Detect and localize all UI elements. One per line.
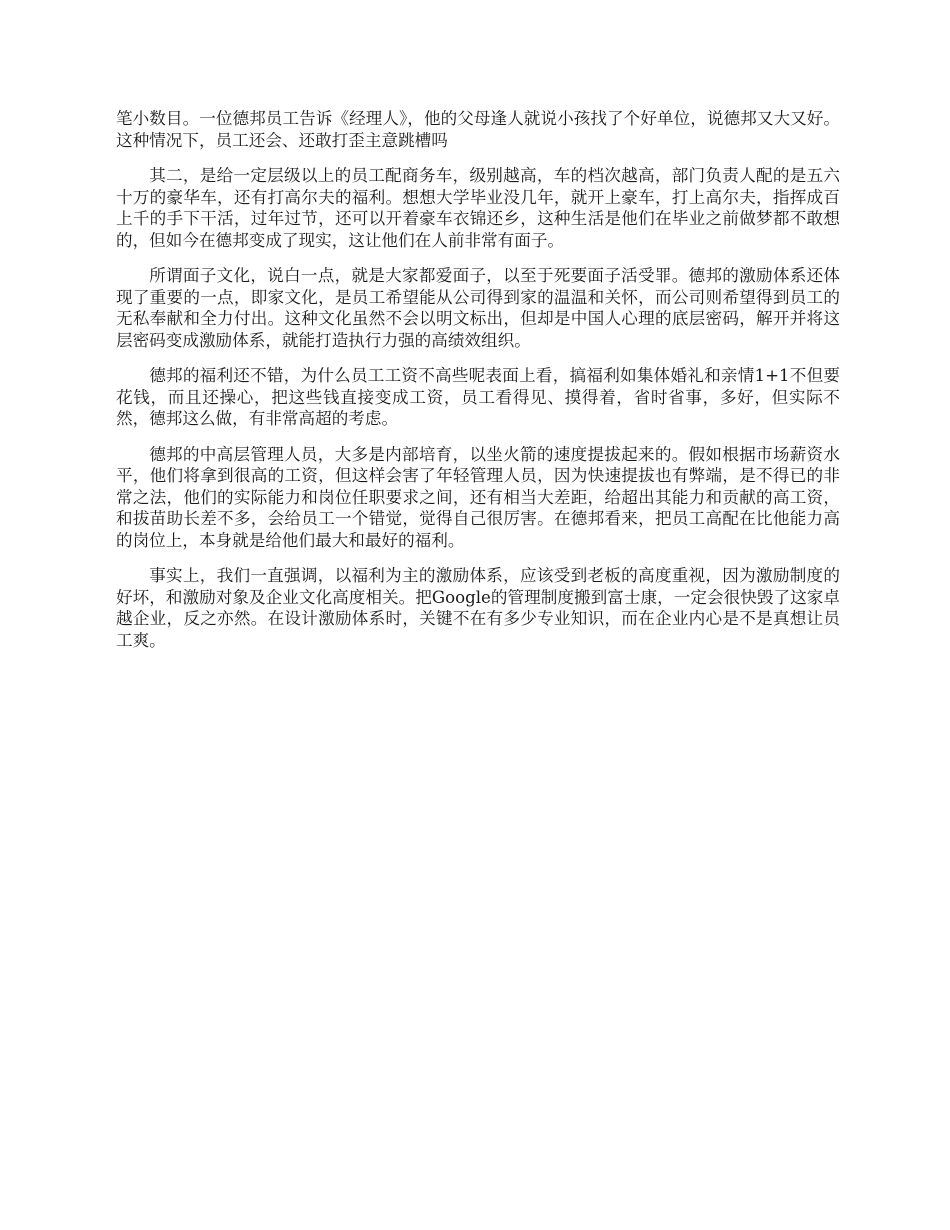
paragraph-continuation: 笔小数目。一位德邦员工告诉《经理人》，他的父母逢人就说小孩找了个好单位，说德邦又大又好。这种情况下，员工还会、还敢打歪主意跳槽吗 bbox=[116, 109, 840, 150]
paragraph-welfare-vs-salary: 德邦的福利还不错，为什么员工工资不高些呢表面上看，搞福利如集体婚礼和亲情1+1不但要花钱，而且还操心，把这些钱直接变成工资，员工看得见、摸得着，省时省事，多好，但实际不然，德邦这么做，有非常高超的考虑。 bbox=[116, 366, 840, 428]
paragraph-company-cars: 其二，是给一定层级以上的员工配商务车，级别越高，车的档次越高，部门负责人配的是五六十万的豪华车，还有打高尔夫的福利。想想大学毕业没几年，就开上豪车，打上高尔夫，指挥成百上千的手下干活，过年过节，还可以开着豪车衣锦还乡，这种生活是他们在毕业之前做梦都不敢想的，但如今在德邦变成了现实，这让他们在人前非常有面子。 bbox=[116, 166, 840, 250]
document-body bbox=[116, 108, 840, 665]
paragraph-management-promotion: 德邦的中高层管理人员，大多是内部培育，以坐火箭的速度提拔起来的。假如根据市场薪资水平，他们将拿到很高的工资，但这样会害了年轻管理人员，因为快速提拔也有弊端，是不得已的非常之法，他们的实际能力和岗位任职要求之间，还有相当大差距，给超出其能力和贡献的高工资，和拔苗助长差不多，会给员工一个错觉，觉得自己很厉害。在德邦看来，把员工高配在比他能力高的岗位上，本身就是给他们最大和最好的福利。 bbox=[116, 444, 840, 550]
paragraph-conclusion: 事实上，我们一直强调，以福利为主的激励体系，应该受到老板的高度重视，因为激励制度的好坏，和激励对象及企业文化高度相关。把Google的管理制度搬到富士康，一定会很快毁了这家卓越企业，反之亦然。在设计激励体系时，关键不在有多少专业知识，而在企业内心是不是真想让员工爽。 bbox=[116, 566, 840, 650]
paragraph-face-culture: 所谓面子文化，说白一点，就是大家都爱面子，以至于死要面子活受罪。德邦的激励体系还体现了重要的一点，即家文化，是员工希望能从公司得到家的温温和关怀，而公司则希望得到员工的无私奉献和全力付出。这种文化虽然不会以明文标出，但却是中国人心理的底层密码，解开并将这层密码变成激励体系，就能打造执行力强的高绩效组织。 bbox=[116, 266, 840, 350]
